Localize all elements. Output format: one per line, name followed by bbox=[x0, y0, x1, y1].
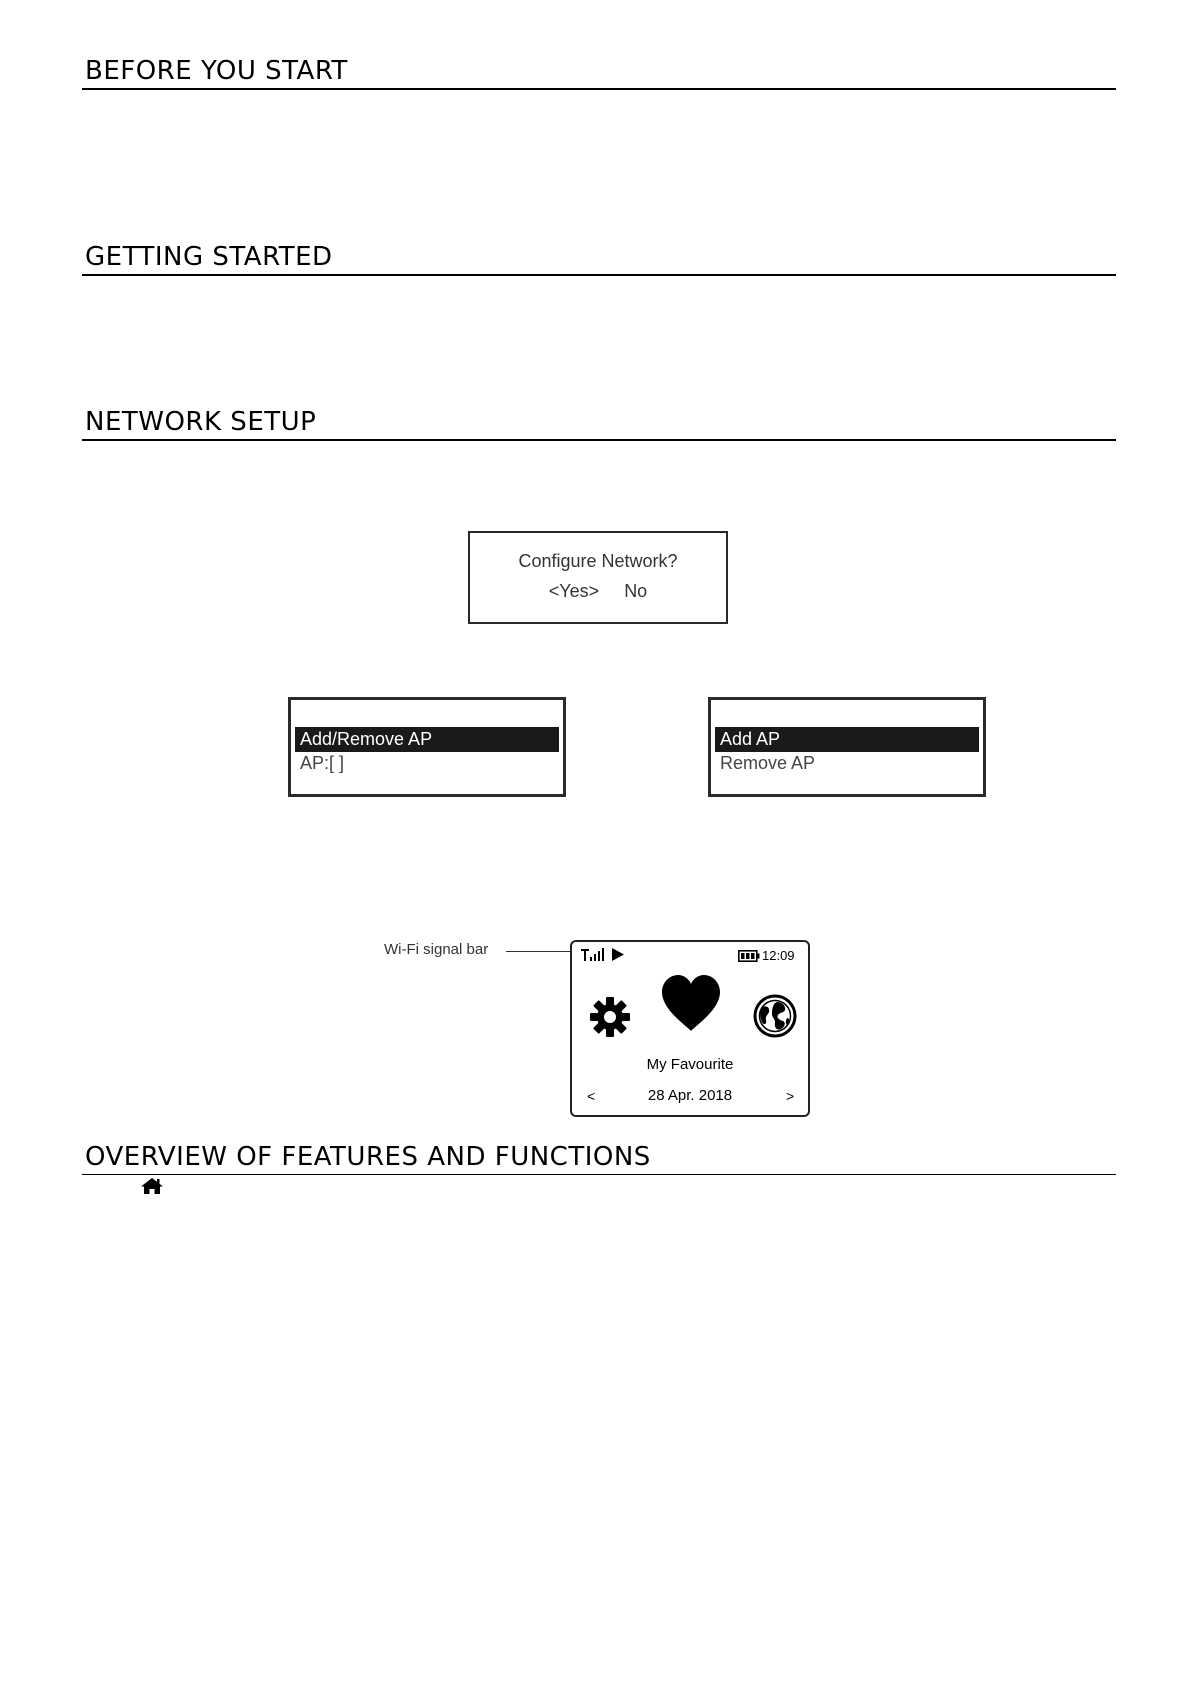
dialog-options bbox=[470, 581, 726, 602]
clock-time: 12:09 bbox=[762, 948, 795, 963]
nav-prev-arrow[interactable]: < bbox=[587, 1088, 596, 1104]
home-icon bbox=[140, 1177, 164, 1195]
section-title: BEFORE YOU START bbox=[85, 56, 348, 86]
ap-screen-left bbox=[288, 697, 566, 797]
dialog-question: Configure Network? bbox=[518, 551, 678, 571]
configure-network-dialog bbox=[468, 531, 728, 624]
menu-item-add-ap[interactable]: Add AP bbox=[715, 727, 979, 752]
globe-icon[interactable] bbox=[753, 994, 797, 1038]
no-option[interactable]: No bbox=[624, 581, 648, 601]
section-divider bbox=[82, 274, 1116, 276]
heart-icon[interactable] bbox=[660, 974, 722, 1032]
section-divider bbox=[82, 1174, 1116, 1175]
section-title: GETTING STARTED bbox=[85, 242, 333, 272]
section-divider bbox=[82, 439, 1116, 441]
ap-screen-right bbox=[708, 697, 986, 797]
menu-item-ap-list[interactable]: AP:[ ] bbox=[300, 753, 345, 773]
yes-option[interactable]: <Yes> bbox=[548, 581, 600, 601]
nav-next-arrow[interactable]: > bbox=[786, 1088, 795, 1104]
menu-item-add-remove-ap[interactable]: Add/Remove AP bbox=[295, 727, 559, 752]
wifi-signal-callout: Wi-Fi signal bar bbox=[384, 941, 489, 958]
menu-label: My Favourite bbox=[646, 1056, 734, 1073]
section-title: OVERVIEW OF FEATURES AND FUNCTIONS bbox=[85, 1142, 651, 1172]
play-icon bbox=[611, 947, 625, 962]
gear-icon[interactable] bbox=[589, 996, 631, 1038]
home-screen-display bbox=[570, 940, 810, 1117]
menu-item-remove-ap[interactable]: Remove AP bbox=[720, 753, 816, 773]
wifi-signal-icon bbox=[581, 947, 607, 963]
section-title: NETWORK SETUP bbox=[85, 407, 317, 437]
battery-icon bbox=[738, 950, 760, 962]
section-divider bbox=[82, 88, 1116, 90]
date-display: 28 Apr. 2018 bbox=[647, 1087, 733, 1104]
